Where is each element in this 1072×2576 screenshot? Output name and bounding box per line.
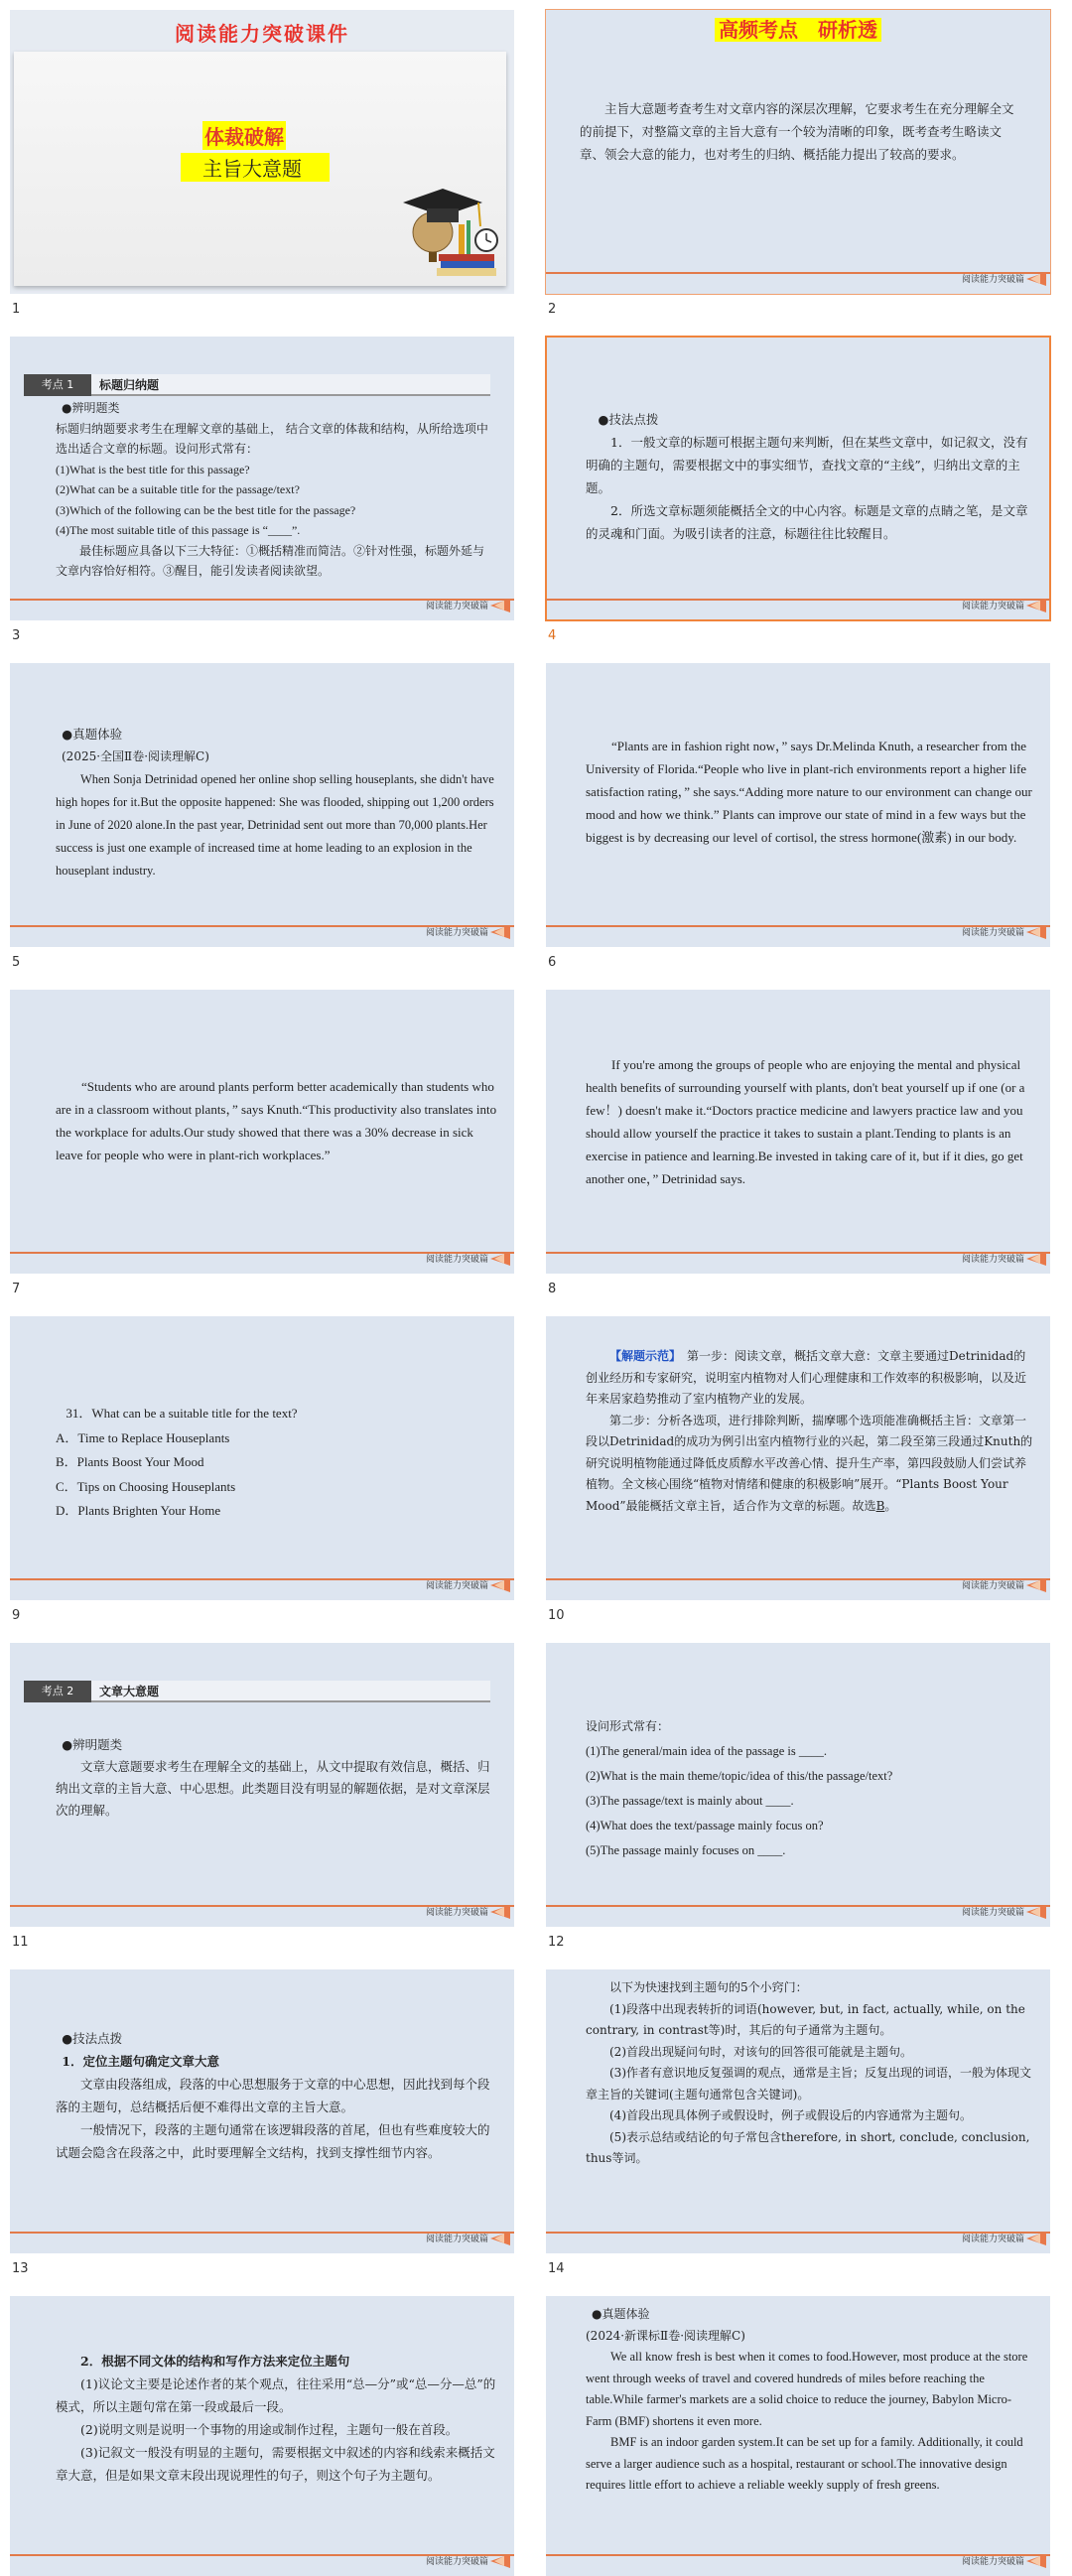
footer-label: 阅读能力突破篇 [425,1581,488,1591]
slide-body [586,408,1028,545]
text-line: (2)首段出现疑问句时，对该句的回答很可能就是主题句。 [609,2044,913,2059]
slide-body [586,1346,1034,1517]
slide-canvas[interactable] [546,1316,1050,1600]
slide-number: 14 [548,2261,565,2276]
option-d: D．Plants Brighten Your Home [56,1503,221,1518]
text-line: (1)What is the best title for this passage? [56,462,250,476]
slide-number: 4 [548,628,557,643]
text-line: (4)首段出现具体例子或假设时，例子或假设后的内容通常为主题句。 [609,2108,973,2122]
slide-number: 10 [548,1608,565,1623]
text-line: ●真题体验 [592,2307,650,2321]
slide-number: 2 [548,302,557,317]
slide-canvas[interactable] [546,990,1050,1274]
section-tag: 考点 2 [24,1681,91,1702]
footer-label: 阅读能力突破篇 [425,1255,488,1265]
slide-thumbnail-8[interactable] [536,980,1072,1306]
slide-body: If you're among the groups of people who are enjoying the mental and physical health benefits of surrounding yourself with plants, don't beat yourself up if one (or a few！) doesn't make it.“Doctors practice medicine and lawyers practice law and you should allow yourself the practice it takes to sustain a plant.Tending to plants is an exercise in patience and learning.Be invested in taking care of it, but if it dies, go get another one，” Detrinidad says. [586,1057,1025,1186]
slide-number: 9 [12,1608,21,1623]
text-line: (1)段落中出现表转折的词语(however, but, in fact, actually, while, on the contrary, in contrast等)时，其后的句子通常为主题句。 [586,2001,1025,2037]
text-line: ●真题体验 [62,727,123,742]
slide-body [586,2304,1036,2497]
footer-label: 阅读能力突破篇 [961,275,1024,285]
footer-label: 阅读能力突破篇 [961,1255,1024,1265]
slide-thumbnail-4[interactable] [536,327,1072,653]
text-line: (2025·全国Ⅱ卷·阅读理解C) [62,749,209,763]
text-line: (5)表示总结或结论的句子常包含therefore, in short, conclude, conclusion, thus等词。 [586,2129,1030,2165]
text-line: (4)The most suitable title of this passage is “____”. [56,523,301,537]
slide-body [586,1977,1036,2170]
slide-thumbnail-6[interactable] [536,653,1072,980]
slide-body: “Plants are in fashion right now，” says Dr.Melinda Knuth, a researcher from the University of Florida.“People who live in plant-rich environments report a higher life satisfaction rating，” she says.“Adding more nature to our environment can change our mood and how we think.” Plants can improve our state of mind in a few ways but the biggest is by decreasing our level of cortisol, the stress hormone(激素) in our body. [586,739,1032,845]
text-line: 2．根据不同文体的结构和写作方法来定位主题句 [80,2354,350,2369]
slide-banner: 阅读能力突破课件 [175,22,349,46]
slide-number: 13 [12,2261,29,2276]
slide-body [56,2027,498,2164]
section-heading [24,1681,490,1702]
text-line: ●技法点拨 [598,412,659,427]
text-line: (2024·新课标Ⅱ卷·阅读理解C) [586,2328,745,2343]
cover-line-2: 主旨大意题 [181,153,330,182]
option-c: C．Tips on Choosing Houseplants [56,1478,236,1494]
slide-canvas[interactable] [10,1316,514,1600]
text-end: 。 [884,1498,897,1513]
slide-canvas[interactable] [546,2296,1050,2576]
graduation-books-icon [383,181,504,284]
slide-number: 6 [548,955,557,970]
slide-canvas[interactable] [546,337,1050,620]
cover-card [14,52,506,286]
text-line: 设问形式常有： [586,1719,670,1733]
text-line: 一般情况下，段落的主题句通常在该逻辑段落的首尾，但也有些难度较大的试题会隐含在段落之中，此时要理解全文结构，找到支撑性细节内容。 [56,2122,490,2160]
slide-canvas[interactable] [546,663,1050,947]
slide-canvas[interactable] [546,1969,1050,2253]
text-line: (2)What is the main theme/topic/idea of this/the passage/text? [586,1769,893,1783]
slide-thumbnail-14[interactable] [536,1960,1072,2286]
text-line: (3)The passage/text is mainly about ____. [586,1794,794,1808]
section-heading [24,374,490,396]
slide-body [56,1402,498,1524]
text-line: 第二步：分析各选项，进行排除判断，揣摩哪个选项能准确概括主旨：文章第一段以Detrinidad的成功为例引出室内植物行业的兴起，第二段至第三段通过Knuth的研究说明植物能通过降低皮质醇水平改善心情、提升生产率，第四段鼓励人们尝试养植物。全文核心围绕“植物对情绪和健康的积极影响”展开。“Plants Boost Your Mood”最能概括文章主旨，适合作为文章的标题。故选 [586,1413,1033,1513]
text-line: 第一步：阅读文章，概括文章大意：文章主要通过Detrinidad的创业经历和专家研究，说明室内植物对人们心理健康和工作效率的积极影响，以及近年来居家趋势推动了室内植物产业的发展。 [586,1349,1027,1406]
text-line: We all know fresh is best when it comes to food.However, most produce at the store went through weeks of travel and covered hundreds of miles before reaching the table.While farmer's markets are a solid choice to reduce the journey, Babylon Micro-Farm (BMF) shortens it even more. [586,2350,1028,2428]
slide-body [56,398,492,582]
text-line: 1．一般文章的标题可根据主题句来判断，但在某些文章中，如记叙文，没有明确的主题句，需要根据文中的事实细节，查找文章的“主线”，归纳出文章的主题。 [586,435,1028,495]
footer-label: 阅读能力突破篇 [961,602,1024,611]
text-line: (2)说明文则是说明一个事物的用途或制作过程，主题句一般在首段。 [80,2422,459,2437]
slide-canvas[interactable] [10,2296,514,2576]
slide-thumbnail-2[interactable] [536,0,1072,327]
text-line: 2．所选文章标题须能概括全文的中心内容。标题是文章的点睛之笔，是文章的灵魂和门面。为吸引读者的注意，标题往往比较醒目。 [586,503,1028,541]
slide-canvas[interactable] [10,990,514,1274]
slide-canvas[interactable] [10,663,514,947]
slide-thumbnail-7[interactable] [0,980,536,1306]
slide-thumbnail-11[interactable] [0,1633,536,1960]
text-line: When Sonja Detrinidad opened her online shop selling houseplants, she didn't have high hopes for it.But the opposite happened: She was flooded, shipping out 1,200 orders in June of 2020 alone.In the past year, Detrinidad sent out more than 70,000 plants.Her success is just one example of increased time at home leading to an explosion in the houseplant industry. [56,772,494,878]
text-line: (1)The general/main idea of the passage is ____. [586,1744,827,1758]
cover-line-1: 体裁破解 [202,121,286,150]
text-line: 1．定位主题句确定文章大意 [62,2054,219,2069]
slide-number: 7 [12,1282,21,1296]
slide-body [586,1714,1034,1863]
slide-body: 主旨大意题考查考生对文章内容的深层次理解，它要求考生在充分理解全文的前提下，对整篇文章的主旨大意有一个较为清晰的印象，既考查考生略读文章、领会大意的能力，也对考生的归纳、概括能力提出了较高的要求。 [580,101,1014,162]
slide-thumbnail-12[interactable] [536,1633,1072,1960]
footer-label: 阅读能力突破篇 [425,2235,488,2244]
slide-body [56,1734,492,1822]
footer-label: 阅读能力突破篇 [961,2235,1024,2244]
slide-number: 5 [12,955,21,970]
section-title: 标题归纳题 [99,378,160,392]
slide-canvas[interactable] [10,10,514,294]
text-line: (3)记叙文一般没有明显的主题句，需要根据文中叙述的内容和线索来概括文章大意，但是如果文章末段出现说理性的句子，则这个句子为主题句。 [56,2445,495,2483]
slide-canvas[interactable] [10,1643,514,1927]
slide-thumbnail-16[interactable] [536,2286,1072,2576]
question-text: 31．What can be a suitable title for the text? [66,1406,298,1421]
text-line: (4)What does the text/passage mainly focus on? [586,1819,824,1832]
footer-label: 阅读能力突破篇 [961,1581,1024,1591]
text-line: 标题归纳题要求考生在理解文章的基础上， 结合文章的体裁和结构，从所给选项中选出适合文章的标题。设问形式常有： [56,421,488,456]
footer-label: 阅读能力突破篇 [961,928,1024,938]
footer-label: 阅读能力突破篇 [425,2557,488,2567]
slide-body [56,723,498,882]
slide-thumbnail-13[interactable] [0,1960,536,2286]
text-line: 以下为快速找到主题句的5个小窍门： [609,1980,808,1994]
footer-label: 阅读能力突破篇 [961,2557,1024,2567]
footer-label: 阅读能力突破篇 [961,1908,1024,1918]
option-b: B．Plants Boost Your Mood [56,1454,204,1469]
slide-number: 3 [12,628,21,643]
solution-label: 【解题示范】 [609,1349,676,1363]
slide-canvas[interactable] [10,1969,514,2253]
section-title: 文章大意题 [99,1685,160,1698]
slide-thumbnail-1[interactable] [0,0,536,327]
text-line: 文章由段落组成，段落的中心思想服务于文章的中心思想，因此找到每个段落的主题句，总结概括后便不难得出文章的主旨大意。 [56,2077,490,2114]
footer-label: 阅读能力突破篇 [425,602,488,611]
slide-number: 12 [548,1935,565,1950]
option-a: A．Time to Replace Houseplants [56,1429,230,1445]
slide-title: 高频考点 研析透 [715,18,881,42]
text-line: (3)Which of the following can be the best title for the passage? [56,502,356,517]
text-line: (5)The passage mainly focuses on ____. [586,1843,786,1857]
slide-body: “Students who are around plants perform better academically than students who are in a classroom without plants，” says Knuth.“This productivity also translates into the workplace for adults.Our study showed that there was a 30% decrease in sick leave for people who were in plant-rich workplaces.” [56,1079,497,1162]
slide-number: 11 [12,1935,29,1950]
slide-canvas[interactable] [546,10,1050,294]
slide-thumbnail-5[interactable] [0,653,536,980]
text-line: 文章大意题要求考生在理解全文的基础上，从文中提取有效信息，概括、归纳出文章的主旨大意、中心思想。此类题目没有明显的解题依据，是对文章深层次的理解。 [56,1759,490,1818]
slide-canvas[interactable] [10,337,514,620]
text-line: ●辨明题类 [62,401,120,415]
slide-thumbnail-15[interactable] [0,2286,536,2576]
slide-thumbnail-3[interactable] [0,327,536,653]
slide-number: 1 [12,302,21,317]
text-line: 最佳标题应具备以下三大特征：①概括精准而简洁。②针对性强，标题外延与文章内容恰好相符。③醒目，能引发读者阅读欲望。 [56,543,485,578]
slide-number: 8 [548,1282,557,1296]
text-line: (2)What can be a suitable title for the passage/text? [56,482,300,496]
slide-thumbnail-10[interactable] [536,1306,1072,1633]
text-line: (3)作者有意识地反复强调的观点，通常是主旨；反复出现的词语，一般为体现文章主旨的关键词(主题句通常包含关键词)。 [586,2066,1032,2101]
text-line: ●技法点拨 [62,2031,123,2046]
section-tag: 考点 1 [24,374,91,396]
text-line: (1)议论文主要是论述作者的某个观点，往往采用“总—分”或“总—分—总”的模式，所以主题句常在第一段或最后一段。 [56,2376,496,2414]
slide-canvas[interactable] [546,1643,1050,1927]
text-line: ●辨明题类 [62,1737,123,1752]
footer-label: 阅读能力突破篇 [425,928,488,938]
text-line: BMF is an indoor garden system.It can be set up for a family. Additionally, it could serve a larger audience such as a hospital, restaurant or school.The innovative design requires little effort to achieve a reliable weekly supply of fresh greens. [586,2435,1023,2492]
answer-letter: B [875,1498,885,1513]
footer-label: 阅读能力突破篇 [425,1908,488,1918]
slide-thumbnail-9[interactable] [0,1306,536,1633]
slide-body [56,2350,498,2487]
